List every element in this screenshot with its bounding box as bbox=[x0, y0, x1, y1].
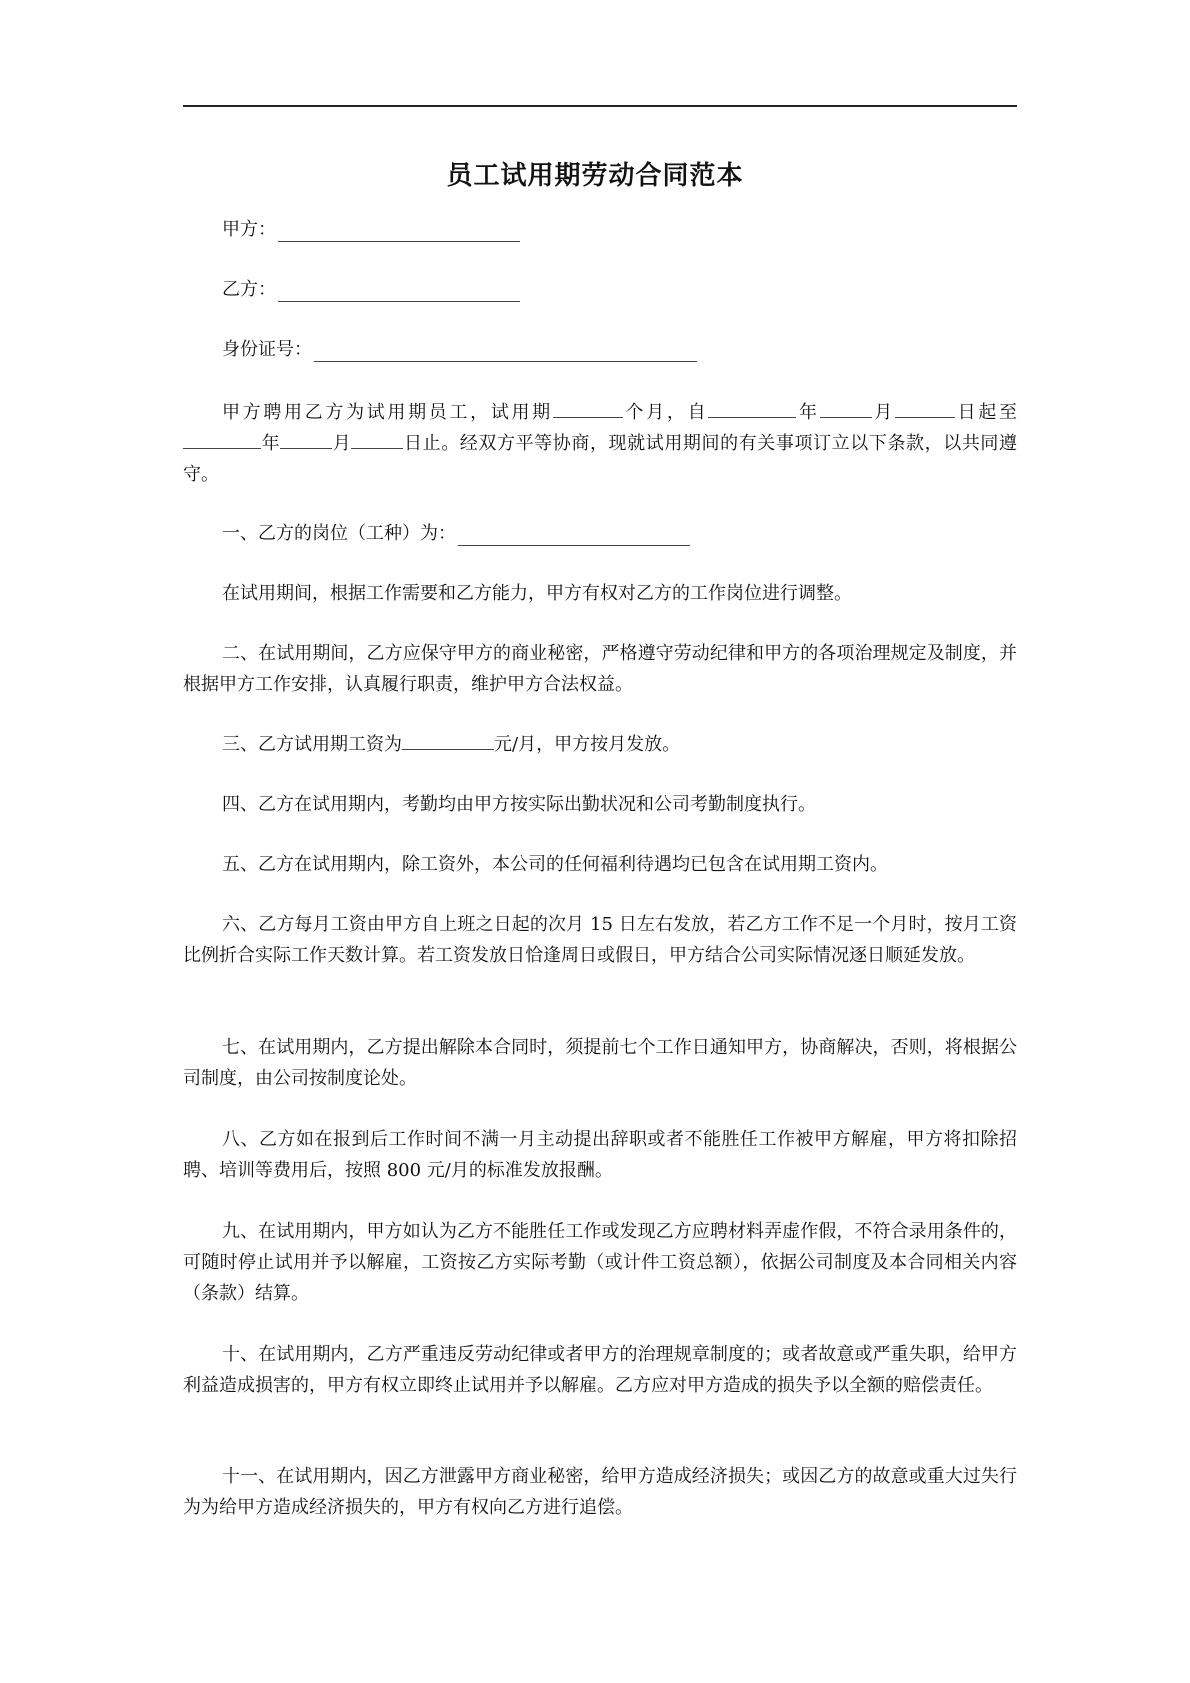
intro-paragraph bbox=[183, 397, 1017, 490]
clause-9: 九、在试用期内，甲方如认为乙方不能胜任工作或发现乙方应聘材料弄虚作假，不符合录用条件的，可随时停止试用并予以解雇，工资按乙方实际考勤（或计件工资总额），依据公司制度及本合同相关内容（条款）结算。 bbox=[183, 1221, 1017, 1304]
party-a-label: 甲方： bbox=[222, 219, 276, 240]
intro-text-4: 月 bbox=[871, 402, 895, 423]
clause-3-text-2: 元/月，甲方按月发放。 bbox=[494, 734, 681, 755]
clause-11: 十一、在试用期内，因乙方泄露甲方商业秘密，给甲方造成经济损失；或因乙方的故意或重大过失行为为给甲方造成经济损失的，甲方有权向乙方进行追偿。 bbox=[183, 1466, 1017, 1518]
start-month-blank bbox=[820, 401, 872, 418]
clause-1-position-field bbox=[222, 522, 690, 546]
intro-text-6: 年 bbox=[261, 433, 281, 454]
party-b-blank bbox=[278, 281, 520, 302]
position-blank bbox=[458, 525, 690, 546]
clause-6: 六、乙方每月工资由甲方自上班之日起的次月 15 日左右发放，若乙方工作不足一个月时，按月工资比例折合实际工作天数计算。若工资发放日恰逢周日或假日，甲方结合公司实际情况逐日顺延发放。 bbox=[183, 914, 1017, 966]
clause-2: 二、在试用期间，乙方应保守甲方的商业秘密，严格遵守劳动纪律和甲方的各项治理规定及制度，并根据甲方工作安排，认真履行职责，维护甲方合法权益。 bbox=[183, 643, 1017, 695]
end-year-blank bbox=[183, 432, 261, 449]
intro-text-8: 日止。经双方平等协商，现就试用期间的有关事项订立以下条款，以共同遵守。 bbox=[183, 433, 1018, 485]
intro-text-5: 日起至 bbox=[954, 402, 1018, 423]
start-day-blank bbox=[895, 401, 955, 418]
clause-4: 四、乙方在试用期内，考勤均由甲方按实际出勤状况和公司考勤制度执行。 bbox=[222, 794, 816, 815]
id-number-field bbox=[222, 338, 697, 362]
salary-blank bbox=[402, 733, 494, 750]
id-number-blank bbox=[314, 341, 697, 362]
clause-8: 八、乙方如在报到后工作时间不满一月主动提出辞职或者不能胜任工作被甲方解雇，甲方将扣除招聘、培训等费用后，按照 800 元/月的标准发放报酬。 bbox=[183, 1129, 1017, 1181]
intro-text-1: 甲方聘用乙方为试用期员工，试用期 bbox=[222, 402, 553, 423]
end-month-blank bbox=[280, 432, 332, 449]
party-a-field bbox=[222, 218, 520, 242]
party-b-field bbox=[222, 278, 520, 302]
document-title: 员工试用期劳动合同范本 bbox=[446, 161, 744, 191]
party-b-label: 乙方： bbox=[222, 279, 276, 300]
clause-10: 十、在试用期内，乙方严重违反劳动纪律或者甲方的治理规章制度的；或者故意或严重失职，给甲方利益造成损害的，甲方有权立即终止试用并予以解雇。乙方应对甲方造成的损失予以全额的赔偿责任。 bbox=[183, 1344, 1017, 1396]
intro-text-7: 月 bbox=[332, 433, 352, 454]
party-a-blank bbox=[278, 221, 520, 242]
clause-5: 五、乙方在试用期内，除工资外，本公司的任何福利待遇均已包含在试用期工资内。 bbox=[222, 854, 888, 875]
start-year-blank bbox=[708, 401, 796, 418]
clause-3-text-1: 三、乙方试用期工资为 bbox=[222, 734, 402, 755]
id-number-label: 身份证号： bbox=[222, 339, 312, 360]
clause-1-label: 一、乙方的岗位（工种）为： bbox=[222, 523, 456, 544]
clause-1-note: 在试用期间，根据工作需要和乙方能力，甲方有权对乙方的工作岗位进行调整。 bbox=[222, 583, 852, 604]
intro-text-3: 年 bbox=[796, 402, 820, 423]
intro-text-2: 个月，自 bbox=[622, 402, 709, 423]
header-rule bbox=[183, 105, 1017, 107]
clause-3 bbox=[183, 729, 1017, 760]
clause-7: 七、在试用期内，乙方提出解除本合同时，须提前七个工作日通知甲方，协商解决，否则，将根据公司制度，由公司按制度论处。 bbox=[183, 1037, 1017, 1089]
months-blank bbox=[553, 401, 623, 418]
end-day-blank bbox=[351, 432, 403, 449]
